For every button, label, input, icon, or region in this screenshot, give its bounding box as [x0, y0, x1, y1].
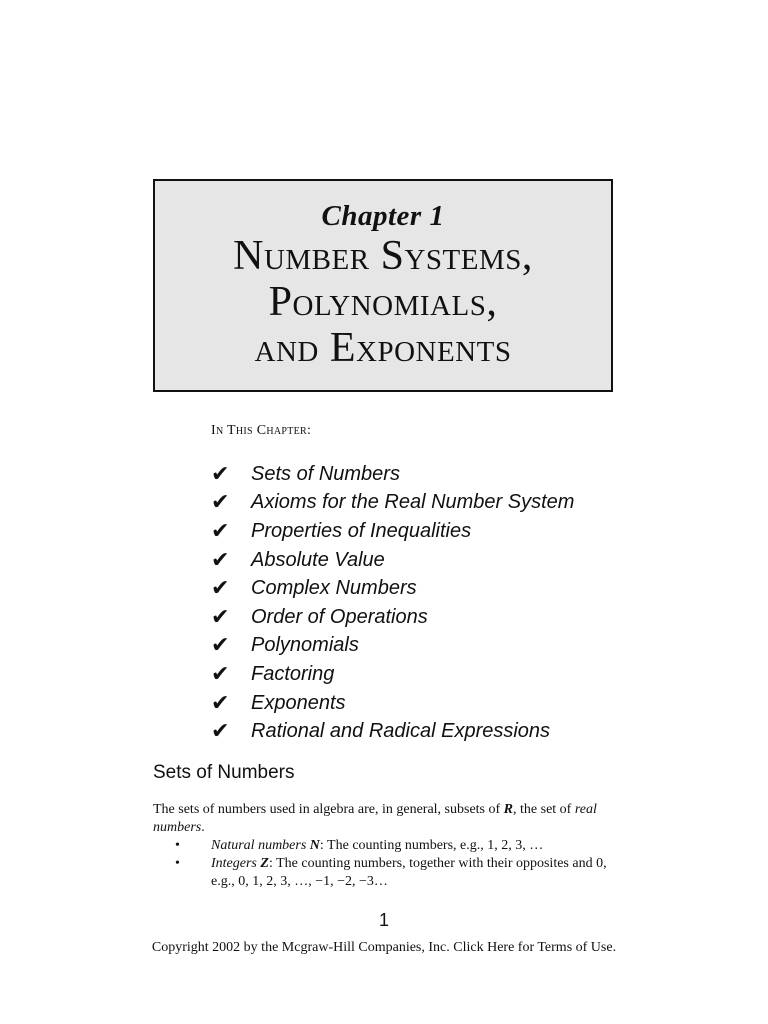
section-heading: Sets of Numbers: [153, 762, 295, 783]
terms-of-use-link[interactable]: Click Here for Terms of Use.: [453, 940, 617, 955]
checkmark-icon: ✔: [211, 576, 230, 602]
topic-label: Order of Operations: [251, 605, 428, 628]
chapter-label: Chapter 1: [321, 200, 445, 232]
topic-label: Rational and Radical Expressions: [251, 720, 551, 743]
chapter-title: [155, 233, 611, 371]
set-symbol: N: [309, 838, 320, 853]
term: Natural numbers: [211, 838, 310, 853]
checkmark-icon: ✔: [211, 604, 230, 630]
topic-label: Axioms for the Real Number System: [251, 491, 575, 514]
checkmark-icon: ✔: [211, 661, 230, 687]
topic-label: Properties of Inequalities: [251, 519, 472, 542]
list-item: [153, 837, 623, 855]
chapter-title-line: and Exponents: [254, 325, 512, 371]
copyright-footer: [0, 940, 768, 956]
topic-label: Complex Numbers: [251, 577, 417, 600]
term: Integers: [211, 856, 261, 871]
topic-label: Polynomials: [251, 634, 359, 657]
intro-text: The sets of numbers used in algebra are, in general, subsets of: [153, 802, 504, 817]
topic-item: [211, 489, 574, 518]
bullet-icon: •: [175, 838, 180, 853]
topic-item: [211, 574, 574, 603]
bullet-icon: •: [175, 856, 180, 871]
checkmark-icon: ✔: [211, 633, 230, 659]
intro-paragraph: [153, 801, 623, 837]
chapter-title-line: Number Systems,: [233, 233, 533, 279]
checkmark-icon: ✔: [211, 490, 230, 516]
intro-text: .: [201, 820, 205, 835]
topic-item: [211, 546, 574, 575]
intro-term: real numbers: [153, 802, 597, 835]
topic-label: Absolute Value: [251, 548, 385, 571]
checkmark-icon: ✔: [211, 690, 230, 716]
copyright-text: Copyright 2002 by the Mcgraw-Hill Companies, Inc.: [151, 940, 454, 955]
set-symbol: Z: [260, 856, 269, 871]
checkmark-icon: ✔: [211, 518, 230, 544]
section-body: [153, 801, 623, 891]
chapter-topics-list: [211, 460, 574, 746]
topic-item: [211, 517, 574, 546]
topic-item: [211, 689, 574, 718]
real-set-symbol: R: [503, 802, 514, 817]
topic-item: [211, 632, 574, 661]
topic-label: Sets of Numbers: [251, 462, 400, 485]
topic-item: [211, 603, 574, 632]
intro-text: , the set of: [513, 802, 575, 817]
number-set-list: [153, 837, 623, 891]
definition: : The counting numbers, together with their opposites and 0, e.g., 0, 1, 2, 3, …, −1, −2, −3…: [211, 856, 607, 889]
topic-label: Factoring: [251, 662, 335, 685]
topic-label: Exponents: [251, 691, 346, 714]
in-this-chapter-heading: In This Chapter:: [211, 423, 312, 438]
checkmark-icon: ✔: [211, 547, 230, 573]
checkmark-icon: ✔: [211, 719, 230, 745]
chapter-title-box: [153, 179, 613, 392]
topic-item: [211, 460, 574, 489]
topic-item: [211, 660, 574, 689]
topic-item: [211, 717, 574, 746]
chapter-title-line: Polynomials,: [268, 279, 498, 325]
page-number: 1: [378, 910, 389, 930]
checkmark-icon: ✔: [211, 461, 230, 487]
list-item: [153, 855, 623, 891]
definition: : The counting numbers, e.g., 1, 2, 3, …: [319, 838, 544, 853]
